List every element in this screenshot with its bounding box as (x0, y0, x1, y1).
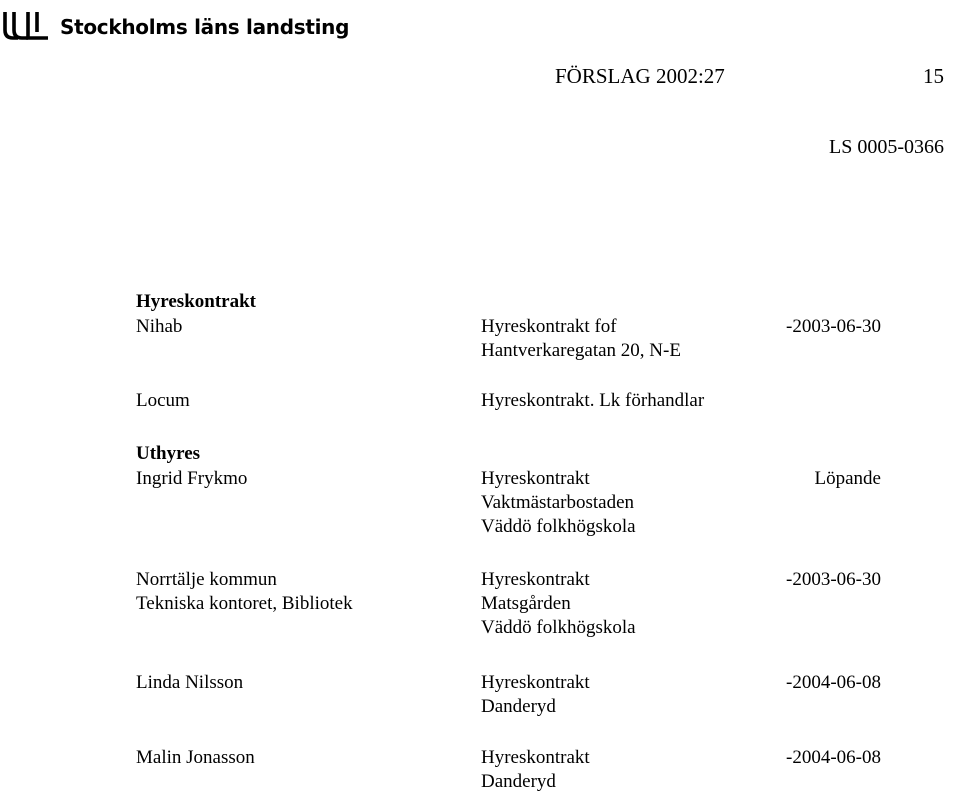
contract-term: -2003-06-30 (786, 316, 881, 337)
contract-party: Linda Nilsson (136, 672, 244, 693)
section-heading-uthyres: Uthyres (136, 443, 201, 464)
contract-party: Nihab (136, 316, 183, 337)
contract-party: Locum (136, 390, 190, 411)
section-heading-hyreskontrakt: Hyreskontrakt (136, 291, 256, 312)
contract-term: -2004-06-08 (786, 747, 881, 768)
contract-party: Norrtälje kommun Tekniska kontoret, Bibliotek (136, 569, 353, 614)
document-reference: LS 0005-0366 (829, 136, 944, 158)
contract-description: Hyreskontrakt Danderyd (481, 672, 590, 717)
contract-description: Hyreskontrakt. Lk förhandlar (481, 390, 705, 411)
contract-description: Hyreskontrakt Vaktmästarbostaden Väddö folkhögskola (481, 468, 636, 537)
sll-logo-icon (2, 8, 52, 42)
contract-term: Löpande (814, 468, 881, 489)
contract-term: -2004-06-08 (786, 672, 881, 693)
contract-party: Malin Jonasson (136, 747, 255, 768)
org-name: Stockholms läns landsting (60, 15, 350, 39)
org-logo (2, 8, 349, 42)
contract-party: Ingrid Frykmo (136, 468, 248, 489)
contract-description: Hyreskontrakt Danderyd (481, 747, 590, 792)
document-title: FÖRSLAG 2002:27 (555, 64, 725, 88)
page-number: 15 (923, 64, 944, 88)
contract-description: Hyreskontrakt Matsgården Väddö folkhögskola (481, 569, 636, 638)
contract-term: -2003-06-30 (786, 569, 881, 590)
contract-description: Hyreskontrakt fof Hantverkaregatan 20, N-E (481, 316, 681, 361)
